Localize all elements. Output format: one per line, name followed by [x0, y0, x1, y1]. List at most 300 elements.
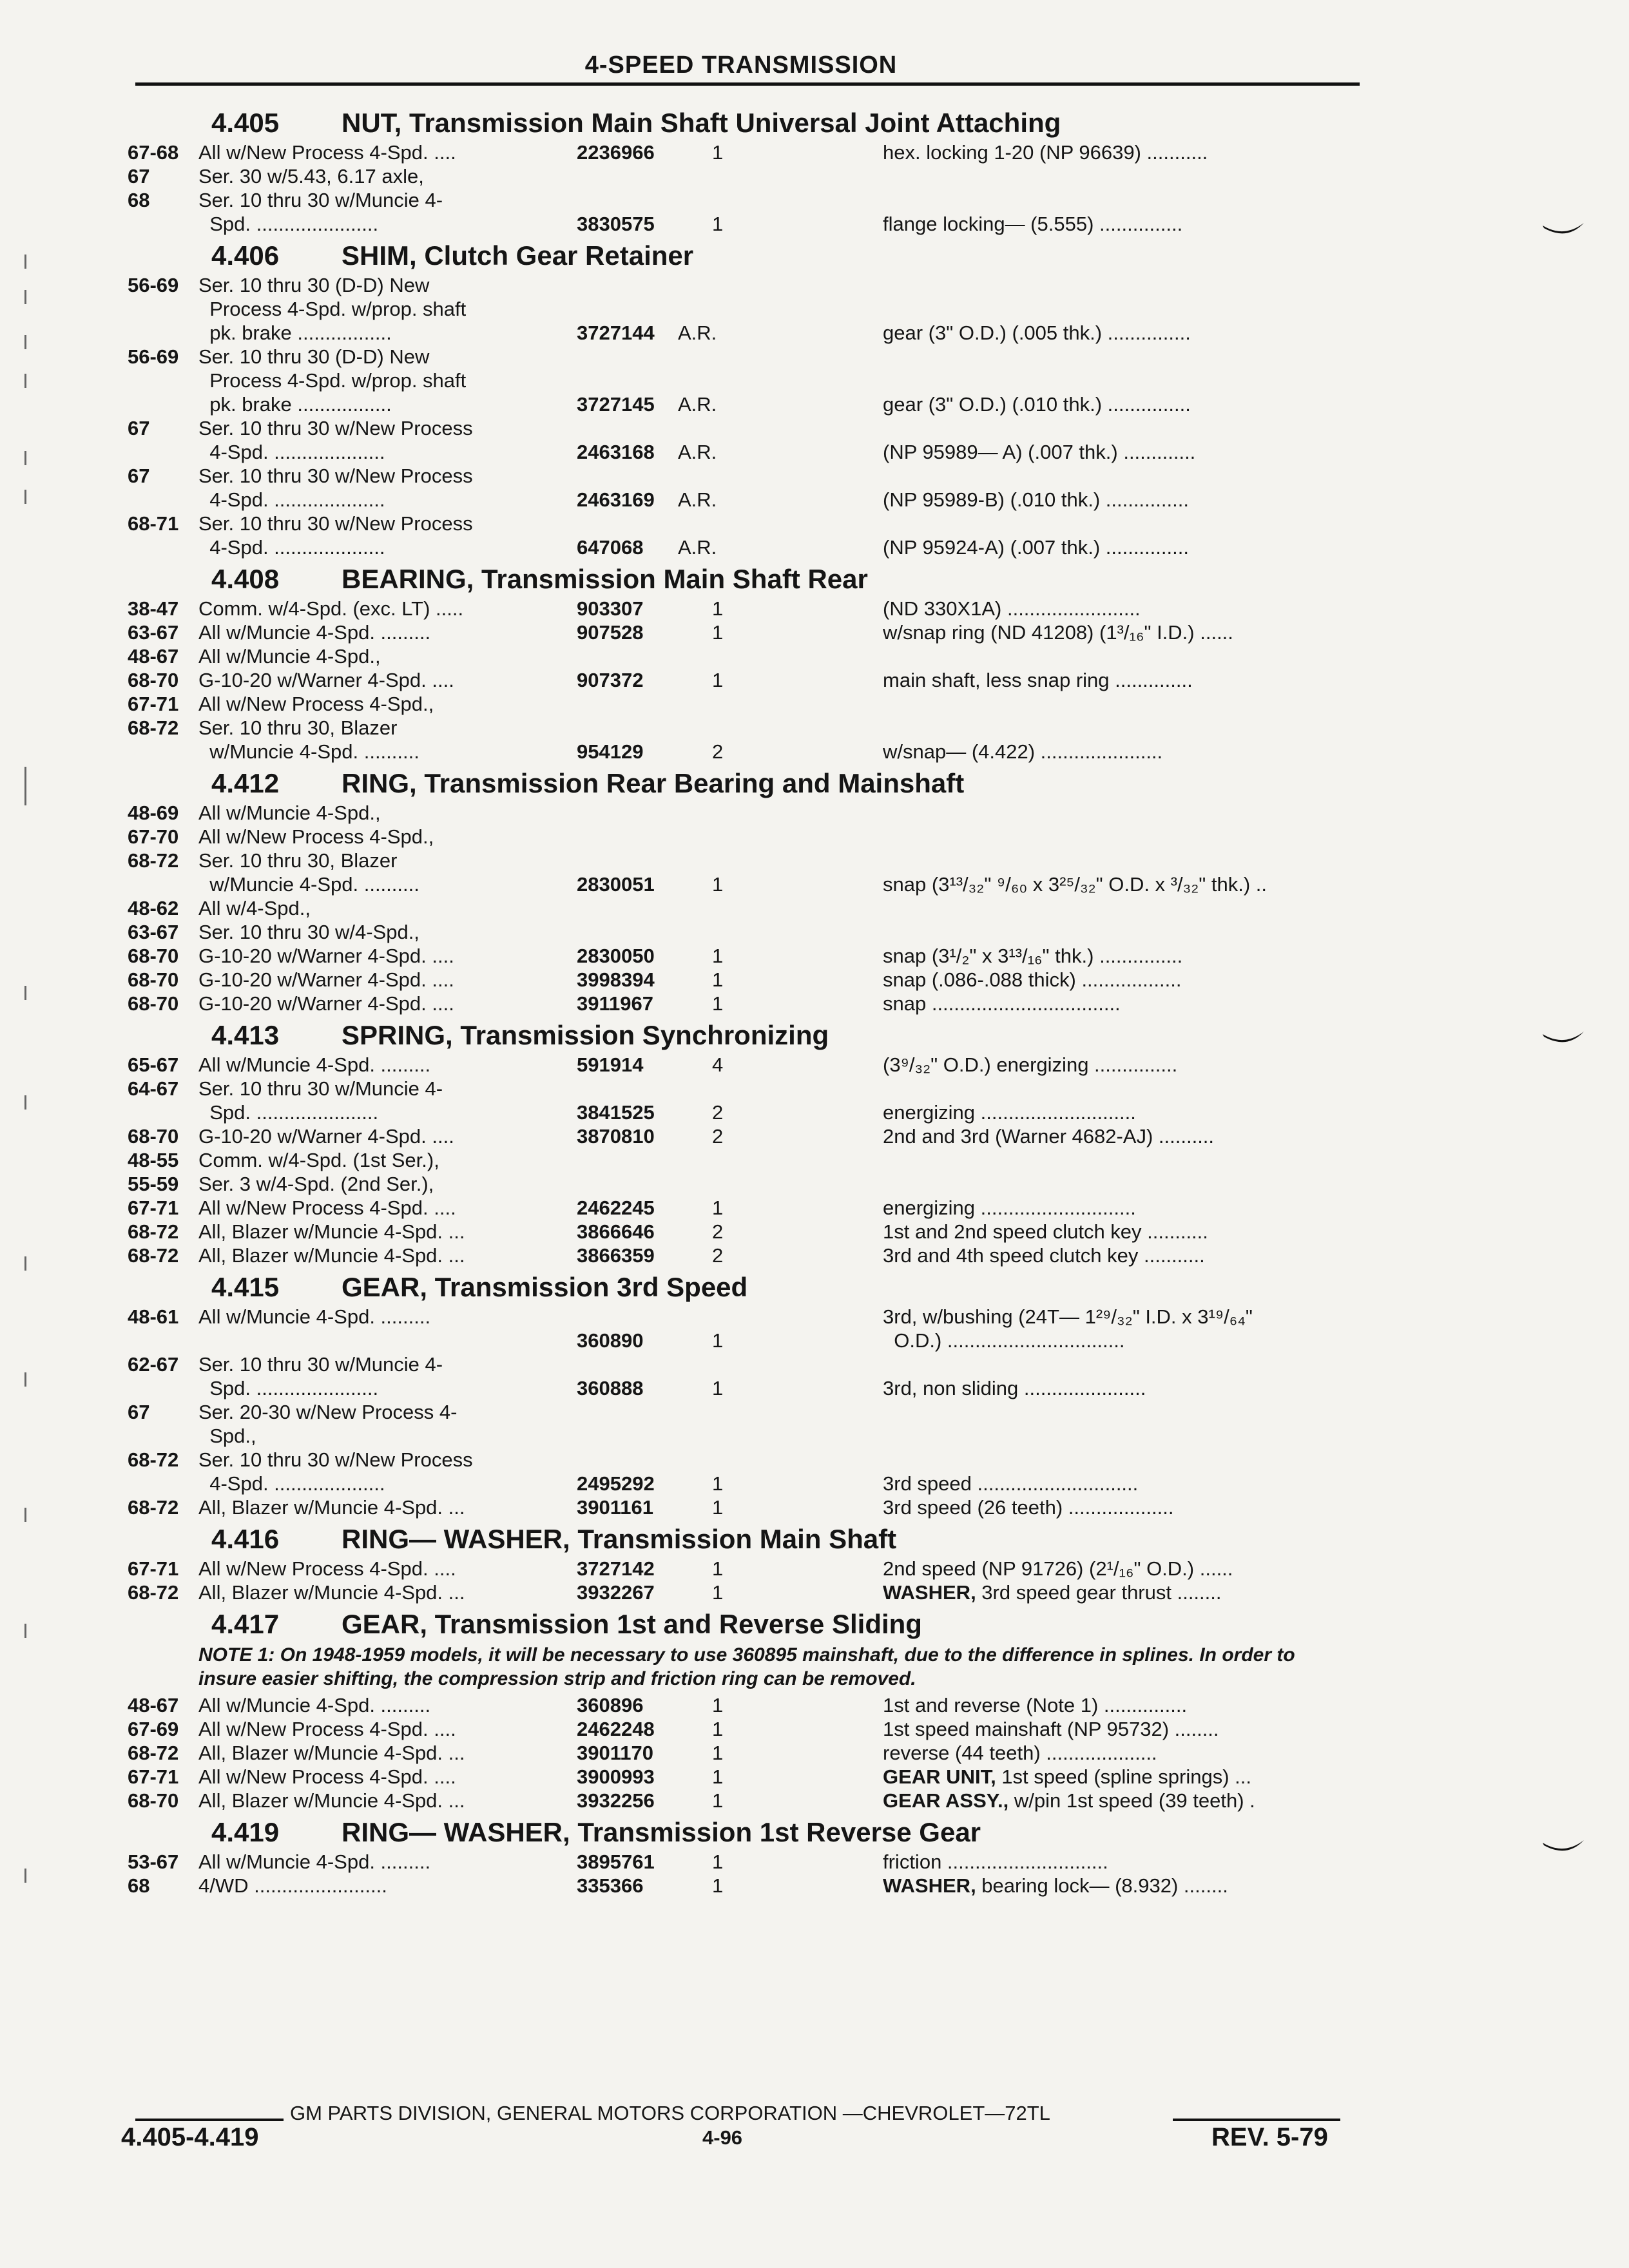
application-line: All w/Muncie 4-Spd. ......... — [198, 1305, 431, 1328]
section-4-405 — [0, 103, 1482, 236]
application — [198, 716, 548, 764]
application — [198, 1789, 548, 1812]
model-years: 48-67 — [128, 1694, 179, 1716]
application — [198, 1495, 548, 1519]
application-line: 4-Spd. .................... — [198, 488, 385, 511]
application-line: Ser. 10 thru 30, Blazer — [198, 716, 398, 739]
parts-sections — [0, 103, 1482, 1898]
model-years: 67-71 — [128, 1557, 179, 1580]
section-heading — [0, 1604, 1482, 1642]
application-line: pk. brake ................. — [198, 322, 392, 344]
application-line: All, Blazer w/Muncie 4-Spd. ... — [198, 1742, 465, 1764]
part-description: gear (3" O.D.) (.005 thk.) ............... — [883, 322, 1191, 344]
part-row — [0, 1220, 1482, 1244]
part-row — [0, 692, 1482, 716]
part-number: 360896 — [577, 1694, 644, 1716]
model-years: 48-67 — [128, 645, 179, 668]
part-row — [0, 668, 1482, 692]
part-row — [0, 1850, 1482, 1874]
quantity: 1 — [712, 141, 724, 164]
application-line: Spd., — [198, 1425, 256, 1447]
application-line: 4-Spd. .................... — [198, 536, 385, 559]
margin-tick — [24, 1256, 26, 1271]
application — [198, 464, 548, 512]
application — [198, 1400, 548, 1448]
part-row — [0, 825, 1482, 849]
model-years: 68 — [128, 1874, 150, 1897]
model-years: 68-70 — [128, 945, 179, 967]
quantity: 1 — [712, 945, 724, 967]
application-line: All w/Muncie 4-Spd. ......... — [198, 1694, 431, 1716]
part-number: 3830575 — [577, 213, 655, 235]
part-description: WASHER, bearing lock— (8.932) ........ — [883, 1874, 1228, 1897]
application-line: 4/WD ........................ — [198, 1874, 387, 1897]
application-line: All w/New Process 4-Spd. .... — [198, 1557, 456, 1580]
model-years: 56-69 — [128, 274, 179, 296]
quantity: A.R. — [678, 441, 717, 463]
part-number: 907528 — [577, 621, 644, 644]
model-years: 67 — [128, 165, 150, 187]
application — [198, 512, 548, 559]
margin-tick — [24, 1869, 26, 1883]
part-number: 3932256 — [577, 1789, 655, 1812]
part-row — [0, 164, 1482, 188]
section-title: NUT, Transmission Main Shaft Universal Joint Attaching — [342, 108, 1061, 138]
quantity: 1 — [712, 597, 724, 620]
application — [198, 1581, 548, 1604]
part-row — [0, 1448, 1482, 1495]
part-number: 2463169 — [577, 488, 655, 511]
part-row — [0, 188, 1482, 236]
application — [198, 1557, 548, 1581]
margin-tick — [24, 290, 26, 304]
part-number: 360890 — [577, 1329, 644, 1352]
application-line: Ser. 10 thru 30 w/New Process — [198, 465, 473, 487]
part-number: 2463168 — [577, 441, 655, 463]
part-row — [0, 1581, 1482, 1604]
application-line: Ser. 10 thru 30 (D-D) New — [198, 345, 430, 368]
section-4-412 — [0, 764, 1482, 1015]
part-row — [0, 1077, 1482, 1124]
model-years: 68-70 — [128, 1125, 179, 1148]
application — [198, 416, 548, 464]
part-number: 3727142 — [577, 1557, 655, 1580]
section-note: NOTE 1: On 1948-1959 models, it will be necessary to use 360895 mainshaft, due to the difference in splines. In order to insure easier shifting, the compression strip and friction ring can be removed. — [198, 1644, 1295, 1689]
quantity: 2 — [712, 740, 724, 763]
model-years: 67-70 — [128, 825, 179, 848]
application-line: All, Blazer w/Muncie 4-Spd. ... — [198, 1220, 465, 1243]
application-line: All w/Muncie 4-Spd., — [198, 802, 381, 824]
quantity: 1 — [712, 1850, 724, 1873]
section-number: 4.417 — [211, 1609, 280, 1639]
part-row — [0, 849, 1482, 896]
application — [198, 1305, 548, 1329]
application — [198, 1244, 548, 1267]
application-line: All w/Muncie 4-Spd. ......... — [198, 1850, 431, 1873]
part-description: energizing ............................ — [883, 1101, 1136, 1124]
part-number: 591914 — [577, 1053, 644, 1076]
part-row — [0, 1874, 1482, 1898]
part-description: (ND 330X1A) ........................ — [883, 597, 1141, 620]
quantity: 1 — [712, 1581, 724, 1604]
margin-tick — [24, 1624, 26, 1638]
part-number: 3727145 — [577, 393, 655, 416]
quantity: A.R. — [678, 393, 717, 416]
margin-tick — [24, 1095, 26, 1110]
application-line: w/Muncie 4-Spd. .......... — [198, 873, 419, 896]
application — [198, 1172, 548, 1196]
model-years: 68-72 — [128, 1581, 179, 1604]
margin-tick — [24, 374, 26, 388]
section-title: SPRING, Transmission Synchronizing — [342, 1020, 829, 1050]
part-row — [0, 597, 1482, 620]
quantity: 2 — [712, 1125, 724, 1148]
section-4-415 — [0, 1267, 1482, 1519]
quantity: 1 — [712, 1694, 724, 1716]
application — [198, 644, 548, 668]
footer-range: 4.405-4.419 — [121, 2123, 259, 2151]
part-row — [0, 968, 1482, 992]
section-title: BEARING, Transmission Main Shaft Rear — [342, 564, 868, 594]
application — [198, 992, 548, 1015]
application — [198, 140, 548, 164]
application — [198, 1765, 548, 1789]
model-years: 68-72 — [128, 849, 179, 872]
application-line: Ser. 20-30 w/New Process 4- — [198, 1401, 458, 1423]
application-line: Ser. 10 thru 30, Blazer — [198, 849, 398, 872]
quantity: 1 — [712, 1329, 724, 1352]
footer-revision: REV. 5-79 — [1211, 2123, 1328, 2151]
part-row — [0, 1495, 1482, 1519]
section-heading — [0, 236, 1482, 273]
section-title: RING— WASHER, Transmission Main Shaft — [342, 1524, 897, 1554]
model-years: 68-72 — [128, 1244, 179, 1267]
application — [198, 1717, 548, 1741]
part-description: w/snap ring (ND 41208) (1³/₁₆" I.D.) ...... — [883, 621, 1233, 644]
application — [198, 1124, 548, 1148]
part-description: friction ............................. — [883, 1850, 1108, 1873]
margin-tick — [24, 335, 26, 349]
binder-hole-mark — [1541, 1836, 1586, 1862]
model-years: 67-68 — [128, 141, 179, 164]
part-description: (NP 95989-B) (.010 thk.) ............... — [883, 488, 1189, 511]
application-line: Ser. 10 thru 30 w/New Process — [198, 512, 473, 535]
model-years: 53-67 — [128, 1850, 179, 1873]
quantity: 1 — [712, 992, 724, 1015]
application — [198, 944, 548, 968]
section-4-408 — [0, 559, 1482, 764]
section-title: SHIM, Clutch Gear Retainer — [342, 240, 694, 271]
model-years: 48-69 — [128, 802, 179, 824]
margin-tick — [24, 490, 26, 504]
part-row — [0, 1557, 1482, 1581]
part-description: 3rd speed (26 teeth) ................... — [883, 1496, 1174, 1519]
binder-hole-mark — [1541, 219, 1586, 245]
application — [198, 692, 548, 716]
part-number: 360888 — [577, 1377, 644, 1399]
part-row — [0, 944, 1482, 968]
part-number: 907372 — [577, 669, 644, 691]
part-description: gear (3" O.D.) (.010 thk.) ............... — [883, 393, 1191, 416]
application-line: G-10-20 w/Warner 4-Spd. .... — [198, 1125, 454, 1148]
section-heading — [0, 1812, 1482, 1850]
model-years: 68-70 — [128, 669, 179, 691]
application — [198, 801, 548, 825]
part-number: 3866359 — [577, 1244, 655, 1267]
footer-rule-right — [1173, 2119, 1340, 2121]
section-heading — [0, 1519, 1482, 1557]
application-line: All, Blazer w/Muncie 4-Spd. ... — [198, 1496, 465, 1519]
quantity: 4 — [712, 1053, 724, 1076]
model-years: 56-69 — [128, 345, 179, 368]
model-years: 67 — [128, 1401, 150, 1423]
application — [198, 968, 548, 992]
application — [198, 1693, 548, 1717]
part-description: 3rd speed ............................. — [883, 1472, 1139, 1495]
quantity: 1 — [712, 1765, 724, 1788]
margin-tick — [24, 1372, 26, 1387]
quantity: 1 — [712, 1557, 724, 1580]
model-years: 68-72 — [128, 1742, 179, 1764]
model-years: 68-72 — [128, 1220, 179, 1243]
quantity: A.R. — [678, 488, 717, 511]
part-number: 903307 — [577, 597, 644, 620]
application-line: Ser. 10 thru 30 w/Muncie 4- — [198, 1077, 443, 1100]
part-row — [0, 896, 1482, 920]
application — [198, 188, 548, 236]
margin-tick — [24, 986, 26, 1000]
part-number: 2495292 — [577, 1472, 655, 1495]
application-line: All, Blazer w/Muncie 4-Spd. ... — [198, 1581, 465, 1604]
quantity: 1 — [712, 968, 724, 991]
part-description: (NP 95989— A) (.007 thk.) ............. — [883, 441, 1196, 463]
part-row — [0, 464, 1482, 512]
application-line: All w/Muncie 4-Spd., — [198, 645, 381, 668]
part-number: 954129 — [577, 740, 644, 763]
application-line: Comm. w/4-Spd. (1st Ser.), — [198, 1149, 439, 1171]
quantity: 1 — [712, 1377, 724, 1399]
part-number: 3900993 — [577, 1765, 655, 1788]
part-description: 2nd speed (NP 91726) (2¹/₁₆" O.D.) ...... — [883, 1557, 1233, 1580]
part-description: 2nd and 3rd (Warner 4682-AJ) .......... — [883, 1125, 1215, 1148]
part-row — [0, 1765, 1482, 1789]
quantity: 1 — [712, 1718, 724, 1740]
model-years: 67-69 — [128, 1718, 179, 1740]
application-line: G-10-20 w/Warner 4-Spd. .... — [198, 968, 454, 991]
application-line: All w/4-Spd., — [198, 897, 311, 919]
section-number: 4.416 — [211, 1524, 280, 1554]
model-years: 65-67 — [128, 1053, 179, 1076]
part-description: 3rd and 4th speed clutch key ........... — [883, 1244, 1205, 1267]
model-years: 67-71 — [128, 1765, 179, 1788]
part-number: 3870810 — [577, 1125, 655, 1148]
quantity: 1 — [712, 1496, 724, 1519]
section-4-413 — [0, 1015, 1482, 1267]
application-line: Ser. 10 thru 30 w/New Process — [198, 1448, 473, 1471]
quantity: 1 — [712, 669, 724, 691]
section-title: RING— WASHER, Transmission 1st Reverse Gear — [342, 1817, 981, 1847]
model-years: 67 — [128, 417, 150, 439]
quantity: 1 — [712, 1742, 724, 1764]
part-description: 3rd, non sliding ...................... — [883, 1377, 1146, 1399]
part-row — [0, 1400, 1482, 1448]
section-title: GEAR, Transmission 1st and Reverse Sliding — [342, 1609, 922, 1639]
model-years: 48-62 — [128, 897, 179, 919]
section-number: 4.412 — [211, 768, 280, 798]
model-years: 68-72 — [128, 1448, 179, 1471]
section-4-406 — [0, 236, 1482, 559]
model-years: 68-72 — [128, 716, 179, 739]
application — [198, 1196, 548, 1220]
application-line: Spd. ...................... — [198, 1101, 379, 1124]
part-row — [0, 140, 1482, 164]
part-row — [0, 1244, 1482, 1267]
application-line: Spd. ...................... — [198, 1377, 379, 1399]
model-years: 62-67 — [128, 1353, 179, 1376]
application-line: All, Blazer w/Muncie 4-Spd. ... — [198, 1244, 465, 1267]
section-heading — [0, 1015, 1482, 1053]
part-row — [0, 1789, 1482, 1812]
quantity: 1 — [712, 1472, 724, 1495]
application — [198, 620, 548, 644]
part-number: 3895761 — [577, 1850, 655, 1873]
model-years: 64-67 — [128, 1077, 179, 1100]
part-description: 3rd, w/bushing (24T— 1²⁹/₃₂" I.D. x 3¹⁹/₆₄" O.D.) ................................ — [883, 1305, 1253, 1352]
part-row — [0, 1172, 1482, 1196]
application-line: Ser. 10 thru 30 w/Muncie 4- — [198, 189, 443, 211]
section-number: 4.419 — [211, 1817, 280, 1847]
application-line: All w/New Process 4-Spd., — [198, 825, 434, 848]
part-description: main shaft, less snap ring .............. — [883, 669, 1193, 691]
application-line: pk. brake ................. — [198, 393, 392, 416]
binder-hole-mark — [1541, 1028, 1586, 1053]
model-years: 48-61 — [128, 1305, 179, 1328]
part-description: snap (3¹/₂" x 3¹³/₁₆" thk.) ............... — [883, 945, 1183, 967]
model-years: 68-72 — [128, 1496, 179, 1519]
section-4-419 — [0, 1812, 1482, 1898]
section-heading — [0, 1267, 1482, 1305]
application — [198, 1148, 548, 1172]
application — [198, 1741, 548, 1765]
part-number: 2830051 — [577, 873, 655, 896]
part-row — [0, 512, 1482, 559]
part-row — [0, 1148, 1482, 1172]
application-line: All w/New Process 4-Spd. .... — [198, 1718, 456, 1740]
part-row — [0, 620, 1482, 644]
application — [198, 164, 548, 188]
page-title: 4-SPEED TRANSMISSION — [584, 52, 898, 79]
application — [198, 920, 548, 944]
section-heading — [0, 764, 1482, 801]
margin-tick — [24, 1508, 26, 1522]
model-years: 55-59 — [128, 1173, 179, 1195]
part-number: 3901170 — [577, 1742, 653, 1764]
section-number: 4.415 — [211, 1272, 280, 1302]
application — [198, 1352, 548, 1400]
application-line: 4-Spd. .................... — [198, 1472, 385, 1495]
application-line: Ser. 10 thru 30 w/New Process — [198, 417, 473, 439]
application-line: All, Blazer w/Muncie 4-Spd. ... — [198, 1789, 465, 1812]
application-line: w/Muncie 4-Spd. .......... — [198, 740, 419, 763]
model-years: 63-67 — [128, 621, 179, 644]
part-number: 3998394 — [577, 968, 655, 991]
quantity: 2 — [712, 1244, 724, 1267]
model-years: 63-67 — [128, 921, 179, 943]
part-row — [0, 1693, 1482, 1717]
part-description: 1st speed mainshaft (NP 95732) ........ — [883, 1718, 1219, 1740]
model-years: 48-55 — [128, 1149, 179, 1171]
section-heading — [0, 103, 1482, 140]
application-line: Ser. 10 thru 30 w/Muncie 4- — [198, 1353, 443, 1376]
part-description: WASHER, 3rd speed gear thrust ........ — [883, 1581, 1222, 1604]
application-line: All w/Muncie 4-Spd. ......... — [198, 1053, 431, 1076]
application-line: Comm. w/4-Spd. (exc. LT) ..... — [198, 597, 464, 620]
part-row — [0, 1124, 1482, 1148]
model-years: 38-47 — [128, 597, 179, 620]
footer-rule-left — [135, 2119, 284, 2121]
model-years: 68 — [128, 189, 150, 211]
application-line: Spd. ...................... — [198, 213, 379, 235]
header-rule — [135, 82, 1360, 86]
part-number: 2830050 — [577, 945, 655, 967]
part-number: 3727144 — [577, 322, 655, 344]
part-description: snap .................................. — [883, 992, 1121, 1015]
model-years: 68-71 — [128, 512, 179, 535]
part-number: 3932267 — [577, 1581, 655, 1604]
application — [198, 345, 548, 416]
margin-tick — [24, 255, 26, 269]
section-title: GEAR, Transmission 3rd Speed — [342, 1272, 748, 1302]
section-number: 4.406 — [211, 240, 280, 271]
part-description: w/snap— (4.422) ...................... — [883, 740, 1163, 763]
application-line: Ser. 10 thru 30 (D-D) New — [198, 274, 430, 296]
application-line: All w/New Process 4-Spd. .... — [198, 141, 456, 164]
part-description: (NP 95924-A) (.007 thk.) ............... — [883, 536, 1189, 559]
part-number: 3841525 — [577, 1101, 655, 1124]
part-description: flange locking— (5.555) ............... — [883, 213, 1183, 235]
part-number: 335366 — [577, 1874, 644, 1897]
section-4-416 — [0, 1519, 1482, 1604]
part-row — [0, 716, 1482, 764]
part-row — [0, 644, 1482, 668]
application — [198, 1053, 548, 1077]
application — [198, 668, 548, 692]
part-number: 2462248 — [577, 1718, 655, 1740]
model-years: 68-70 — [128, 1789, 179, 1812]
part-row — [0, 345, 1482, 416]
part-row — [0, 1352, 1482, 1400]
application — [198, 825, 548, 849]
application-line: Ser. 30 w/5.43, 6.17 axle, — [198, 165, 424, 187]
application — [198, 1448, 548, 1495]
part-description: snap (.086-.088 thick) .................. — [883, 968, 1182, 991]
footer-page-number: 4-96 — [702, 2126, 743, 2149]
part-number: 3901161 — [577, 1496, 653, 1519]
application-line: All w/Muncie 4-Spd. ......... — [198, 621, 431, 644]
quantity: 2 — [712, 1101, 724, 1124]
model-years: 68-70 — [128, 992, 179, 1015]
part-description: 1st and 2nd speed clutch key ........... — [883, 1220, 1208, 1243]
section-heading — [0, 559, 1482, 597]
part-description: hex. locking 1-20 (NP 96639) ........... — [883, 141, 1208, 164]
section-number: 4.408 — [211, 564, 280, 594]
part-row — [0, 992, 1482, 1015]
quantity: A.R. — [678, 322, 717, 344]
part-description: energizing ............................ — [883, 1196, 1136, 1219]
part-row — [0, 1741, 1482, 1765]
quantity: 2 — [712, 1220, 724, 1243]
application-line: Process 4-Spd. w/prop. shaft — [198, 369, 467, 392]
